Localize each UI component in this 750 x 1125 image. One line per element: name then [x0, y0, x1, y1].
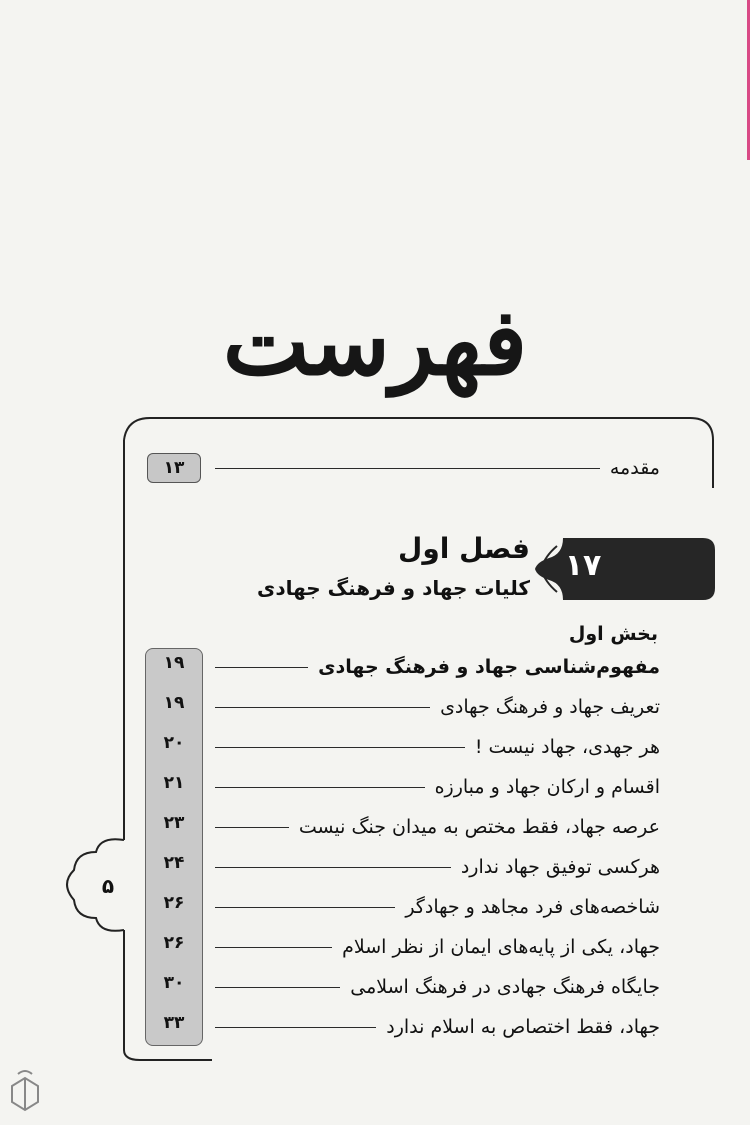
chapter-page-number: ۱۷ — [564, 548, 602, 583]
dot-leader — [215, 907, 395, 908]
toc-row[interactable] — [205, 650, 660, 684]
publisher-logo-icon — [8, 1068, 42, 1112]
dot-leader — [215, 827, 289, 828]
dot-leader — [215, 787, 425, 788]
toc-row[interactable] — [205, 930, 660, 964]
entry-page-number: ۲۱ — [163, 773, 185, 793]
entry-page-number: ۱۹ — [163, 653, 185, 673]
dot-leader — [215, 667, 308, 668]
toc-row[interactable] — [205, 850, 660, 884]
toc-entry-label: شاخصه‌های فرد مجاهد و جهادگر — [405, 896, 660, 918]
entry-page-number: ۲۶ — [163, 933, 185, 953]
book-page-number: ۵ — [101, 874, 115, 898]
toc-entry-label: اقسام و ارکان جهاد و مبارزه — [434, 776, 660, 798]
toc-row[interactable] — [205, 690, 660, 724]
toc-entry-label: هرکسی توفیق جهاد ندارد — [460, 856, 660, 878]
toc-entry-label: جهاد، فقط اختصاص به اسلام ندارد — [386, 1016, 660, 1038]
toc-entry-label: جهاد، یکی از پایه‌های ایمان از نظر اسلام — [342, 936, 660, 958]
toc-entry-label: هر جهدی، جهاد نیست ! — [474, 736, 660, 758]
toc-row[interactable] — [205, 730, 660, 764]
dot-leader — [215, 867, 451, 868]
section-title: بخش اول — [568, 623, 658, 645]
page-title: فهرست — [222, 288, 528, 396]
entry-page-number: ۲۶ — [163, 893, 185, 913]
toc-row[interactable] — [205, 970, 660, 1004]
page-number-column — [145, 648, 203, 1046]
toc-row[interactable] — [205, 890, 660, 924]
toc-row[interactable] — [205, 810, 660, 844]
dot-leader — [215, 1027, 376, 1028]
dot-leader — [215, 947, 332, 948]
entry-page-number: ۱۹ — [163, 693, 185, 713]
chapter-title: فصل اول — [398, 532, 530, 565]
dot-leader — [215, 468, 600, 469]
toc-entry-label: تعریف جهاد و فرهنگ جهادی — [440, 696, 660, 718]
entry-page-number: ۲۰ — [163, 733, 185, 753]
toc-row[interactable] — [205, 1010, 660, 1044]
chapter-subtitle: کلیات جهاد و فرهنگ جهادی — [256, 576, 530, 600]
dot-leader — [215, 987, 340, 988]
entry-page-number: ۲۳ — [163, 813, 185, 833]
toc-row[interactable] — [205, 770, 660, 804]
dot-leader — [215, 747, 465, 748]
toc-entry-label: عرصه جهاد، فقط مختص به میدان جنگ نیست — [298, 816, 660, 838]
toc-entry-label: جایگاه فرهنگ جهادی در فرهنگ اسلامی — [350, 976, 660, 998]
toc-entry-label: مقدمه — [609, 457, 660, 479]
dot-leader — [215, 707, 430, 708]
page-number-badge: ۱۳ — [147, 453, 201, 483]
entry-page-number: ۳۰ — [163, 973, 185, 993]
toc-row-intro[interactable] — [205, 451, 660, 485]
entry-page-number: ۳۳ — [163, 1013, 185, 1033]
entry-page-number: ۲۴ — [163, 853, 185, 873]
toc-entry-label: مفهوم‌شناسی جهاد و فرهنگ جهادی — [318, 656, 660, 678]
